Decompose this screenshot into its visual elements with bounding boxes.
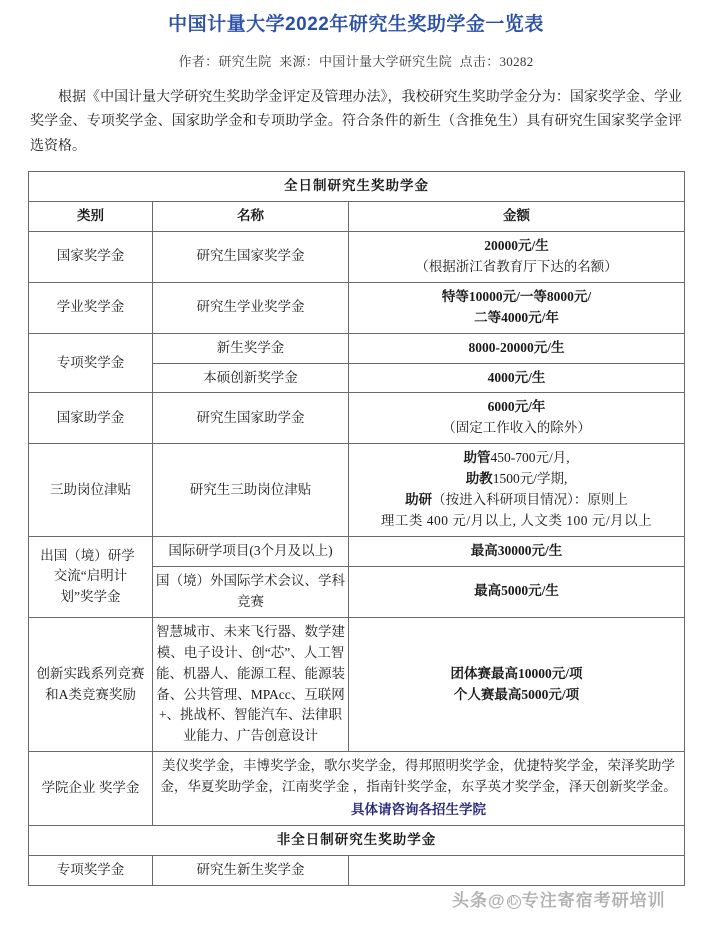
- table-row-section-parttime: [29, 826, 685, 856]
- cell-amount-parttime-special: [349, 855, 685, 885]
- cell-category-national-grant: 国家助学金: [29, 393, 153, 444]
- watermark-prefix: 头条: [452, 891, 488, 910]
- cell-amount-national-grant: [349, 393, 685, 444]
- meta-source: 来源：中国计量大学研究生院: [279, 53, 453, 69]
- watermark-overlay: [452, 886, 666, 911]
- assist-label-yan: 助研: [405, 492, 433, 508]
- amount-note: （根据浙江省教育厅下达的名额）: [415, 258, 618, 274]
- cell-category-competition: [29, 617, 153, 752]
- assist-text-yan: （按进入科研项目情况）：原则上: [432, 492, 628, 508]
- college-scholarship-names: 美仪奖学金，丰博奖学金，歌尔奖学金，得邦照明奖学金，优捷特奖学金，荣泽奖助学金，华夏奖助学金，江南奖学金 ，指南针奖学金，东孚英才奖学金，泽天创新奖学金。: [160, 758, 677, 795]
- assist-line-3: [352, 490, 681, 511]
- cell-amount-national-scholarship: [349, 231, 685, 282]
- section-header-fulltime: 全日制研究生奖助学金: [29, 172, 685, 202]
- assist-label-guan: 助管: [463, 450, 491, 466]
- table-row: [29, 231, 685, 282]
- amount-note: （固定工作收入的除外）: [442, 420, 591, 436]
- overseas-category-line-2: 交流“启明计: [53, 568, 128, 584]
- cell-name-three-assist: 研究生三助岗位津贴: [153, 444, 349, 537]
- cell-name-competition-list: 智慧城市、未来飞行器、数学建模、电子设计、创“芯”、人工智能、机器人、能源工程、能源装备、公共管理、MPAcc、互联网+、挑战杯、智能汽车、法律职业能力、广告创意设计: [153, 617, 349, 752]
- cell-amount-academic-scholarship: [349, 282, 685, 333]
- assist-line-1: [352, 448, 681, 469]
- competition-category-line-2: 和A类竞赛奖励: [45, 686, 136, 702]
- table-row: [29, 444, 685, 537]
- table-row-section-fulltime: [29, 172, 685, 202]
- college-category-line-1: 学院企业: [41, 780, 96, 796]
- column-header-name: 名称: [153, 202, 349, 232]
- table-row: [29, 537, 685, 567]
- cell-name-national-scholarship: 研究生国家奖学金: [153, 231, 349, 282]
- cell-name-parttime-special: 研究生新生奖学金: [153, 855, 349, 885]
- assist-line-4: 理工类 400 元/月以上, 人文类 100 元/月以上: [380, 513, 653, 529]
- competition-amount-team: 团体赛最高10000元/项: [450, 665, 583, 681]
- watermark-logo-icon: 心: [508, 895, 520, 907]
- table-row: [29, 752, 685, 826]
- college-category-line-2: 奖学金: [98, 780, 140, 796]
- article-meta: [0, 39, 712, 70]
- overseas-category-line-1: 出国（境）研学: [40, 547, 135, 563]
- table-row: [29, 855, 685, 885]
- cell-name-innovation-scholarship: 本硕创新奖学金: [153, 363, 349, 393]
- cell-amount-competition: [349, 617, 685, 752]
- watermark-at-symbol: @: [488, 891, 506, 910]
- college-consult-note: 具体请咨询各招生学院: [351, 802, 487, 818]
- page-title: 中国计量大学2022年研究生奖助学金一览表: [168, 14, 544, 35]
- watermark-suffix: 专注寄宿考研培训: [521, 891, 666, 910]
- cell-category-college-enterprise: [29, 752, 153, 826]
- amount-line-2: 二等4000元/年: [474, 309, 559, 325]
- cell-amount-overseas-conference: 最高5000元/生: [349, 566, 685, 617]
- assist-label-jiao: 助教: [465, 471, 493, 487]
- intro-paragraph: 根据《中国计量大学研究生奖助学金评定及管理办法》，我校研究生奖助学金分为：国家奖学金、学业奖学金、专项奖学金、国家助学金和专项助学金。符合条件的新生（含推免生）具有研究生国家奖学金评选资格。: [30, 89, 682, 154]
- scholarship-table-wrapper: [28, 171, 684, 886]
- meta-hits: 点击：30282: [459, 53, 534, 69]
- cell-college-enterprise-names: [153, 752, 685, 826]
- cell-name-overseas-project: 国际研学项目(3个月及以上): [153, 537, 349, 567]
- table-row: [29, 393, 685, 444]
- cell-amount-overseas-project: 最高30000元/生: [349, 537, 685, 567]
- cell-category-three-assist: 三助岗位津贴: [29, 444, 153, 537]
- cell-name-academic-scholarship: 研究生学业奖学金: [153, 282, 349, 333]
- cell-amount-freshman-scholarship: 8000-20000元/生: [349, 333, 685, 363]
- cell-category-special-scholarship: 专项奖学金: [29, 333, 153, 393]
- table-row: [29, 282, 685, 333]
- column-header-amount: 金额: [349, 202, 685, 232]
- amount-main: 6000元/年: [487, 399, 546, 415]
- table-row-column-headers: [29, 202, 685, 232]
- assist-text-guan: 450-700元/月,: [490, 450, 570, 466]
- amount-line-1: 特等10000元/一等8000元/: [441, 288, 592, 304]
- overseas-category-line-3: 划”奖学金: [60, 589, 121, 605]
- cell-category-overseas: [29, 537, 153, 618]
- cell-amount-three-assist: [349, 444, 685, 537]
- assist-line-2: [352, 469, 681, 490]
- assist-text-jiao: 1500元/学期,: [492, 471, 568, 487]
- cell-category-academic-scholarship: 学业奖学金: [29, 282, 153, 333]
- competition-category-line-1: 创新实践系列竞赛: [36, 665, 145, 681]
- cell-category-national-scholarship: 国家奖学金: [29, 231, 153, 282]
- amount-main: 20000元/生: [484, 237, 549, 253]
- competition-amount-individual: 个人赛最高5000元/项: [453, 686, 580, 702]
- table-row: [29, 333, 685, 363]
- meta-author: 作者：研究生院: [178, 53, 272, 69]
- cell-name-overseas-conference: 国（境）外国际学术会议、学科竞赛: [153, 566, 349, 617]
- section-header-parttime: 非全日制研究生奖助学金: [29, 826, 685, 856]
- scholarship-table: [28, 171, 685, 886]
- table-row: [29, 617, 685, 752]
- column-header-category: 类别: [29, 202, 153, 232]
- cell-amount-innovation-scholarship: 4000元/生: [349, 363, 685, 393]
- cell-category-parttime-special: 专项奖学金: [29, 855, 153, 885]
- cell-name-national-grant: 研究生国家助学金: [153, 393, 349, 444]
- cell-name-freshman-scholarship: 新生奖学金: [153, 333, 349, 363]
